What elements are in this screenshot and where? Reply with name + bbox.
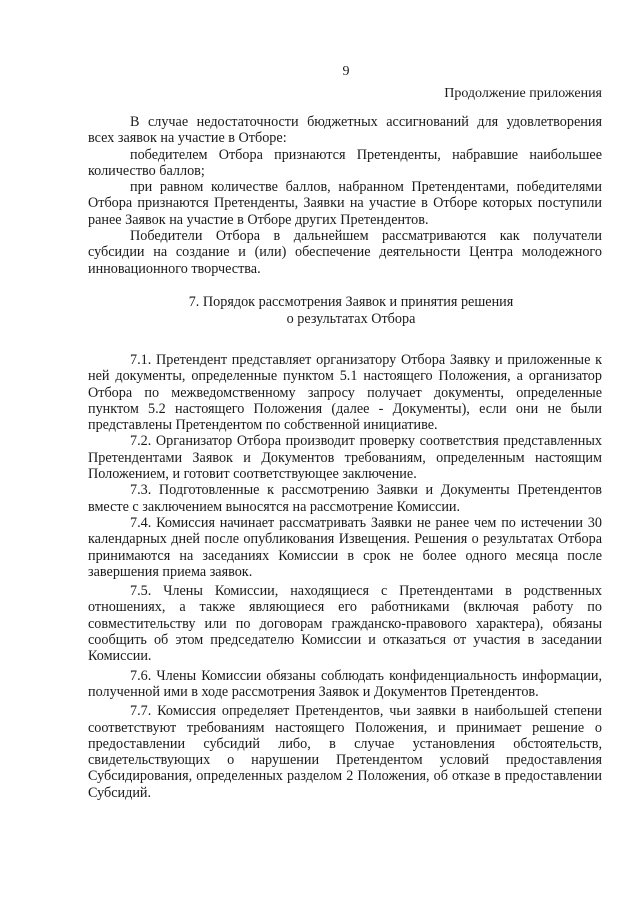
clause-7-4: 7.4. Комиссия начинает рассматривать Заявки не ранее чем по истечении 30 календарных дней после опубликования Извещения. Решения о результатах Отбора принимаются на заседаниях Комиссии в срок не более одного месяца после завершения приема заявок. bbox=[88, 514, 602, 580]
appendix-continuation-note: Продолжение приложения bbox=[444, 86, 602, 101]
clause-7-1: 7.1. Претендент представляет организатору Отбора Заявку и приложенные к ней документы, определенные пунктом 5.1 настоящего Положения, а организатор Отбора по межведомственному запросу получает документы, определенные пунктом 5.2 настоящего Положения (далее - Документы), если они не были представлены Претендентом по собственной инициативе. bbox=[88, 351, 602, 434]
paragraph-winner-max-score: победителем Отбора признаются Претенденты, набравшие наибольшее количество баллов; bbox=[88, 146, 602, 179]
clause-7-3: 7.3. Подготовленные к рассмотрению Заявки и Документы Претендентов вместе с заключением выносятся на рассмотрение Комиссии. bbox=[88, 482, 602, 515]
paragraph-budget-insufficiency: В случае недостаточности бюджетных ассигнований для удовлетворения всех заявок на участие в Отборе: bbox=[88, 114, 602, 147]
section-heading-line-1: 7. Порядок рассмотрения Заявок и принятия решения bbox=[188, 293, 514, 310]
clause-7-2: 7.2. Организатор Отбора производит проверку соответствия представленных Претендентами Заявок и Документов требованиям, определенным настоящим Положением, и готовит соответствующее заключение. bbox=[88, 433, 602, 483]
clause-7-7: 7.7. Комиссия определяет Претендентов, чьи заявки в наибольшей степени соответствуют требованиям настоящего Положения, и принимает решение о предоставлении субсидий либо, в случае установления обстоятельств, свидетельствующих о нарушении Претендентом условий предоставления Субсидирования, определенных разделом 2 Положения, об отказе в предоставлении Субсидий. bbox=[88, 703, 602, 801]
clause-7-5: 7.5. Члены Комиссии, находящиеся с Претендентами в родственных отношениях, а также являющиеся его работниками (включая работу по совместительству или по договорам гражданско-правового характера), обязаны сообщить об этом председателю Комиссии и отказаться от участия в заседании Комиссии. bbox=[88, 583, 602, 665]
paragraph-winners-recipients: Победители Отбора в дальнейшем рассматриваются как получатели субсидии на создание и (или) обеспечение деятельности Центра молодежного инновационного творчества. bbox=[88, 228, 602, 277]
paragraph-equal-score-rule: при равном количестве баллов, набранном Претендентами, победителями Отбора признаются Претенденты, Заявки на участие в Отборе которых поступили ранее Заявок на участие в Отборе других Претендентов. bbox=[88, 179, 602, 228]
section-heading bbox=[88, 294, 602, 328]
section-heading-line-2: о результатах Отбора bbox=[286, 310, 416, 327]
clause-7-6: 7.6. Члены Комиссии обязаны соблюдать конфиденциальность информации, полученной ими в ходе рассмотрения Заявок и Документов Претендентов. bbox=[88, 667, 602, 700]
page-number: 9 bbox=[342, 64, 350, 79]
document-body bbox=[88, 114, 602, 804]
